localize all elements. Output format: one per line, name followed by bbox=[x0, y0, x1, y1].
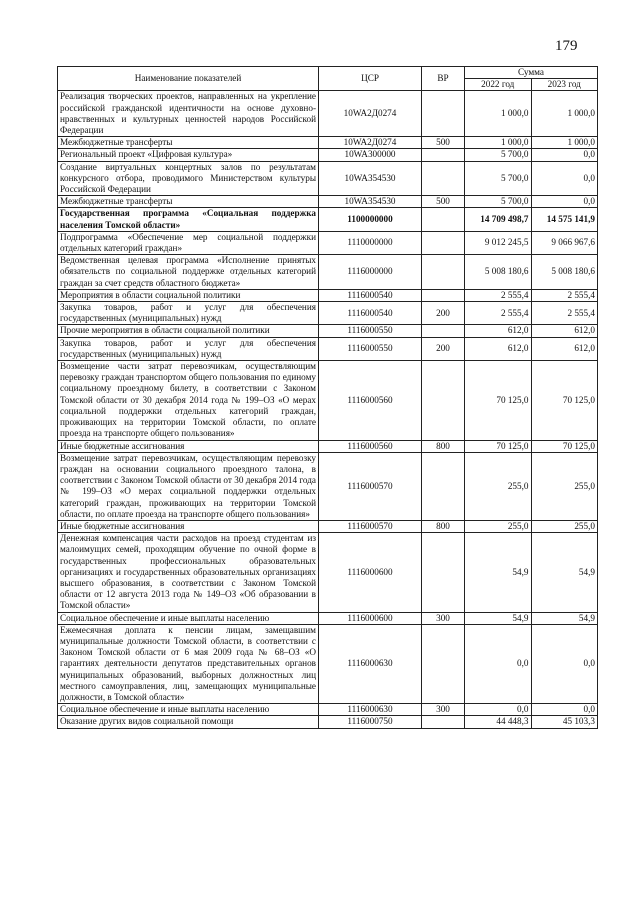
cell-2023: 1 000,0 bbox=[531, 91, 598, 137]
table-row bbox=[58, 716, 598, 728]
table-row bbox=[58, 91, 598, 137]
cell-2023: 255,0 bbox=[531, 520, 598, 532]
cell-2022: 70 125,0 bbox=[465, 440, 532, 452]
cell-2022: 612,0 bbox=[465, 325, 532, 337]
cell-vr bbox=[422, 91, 465, 137]
cell-csr: 1116000750 bbox=[319, 716, 422, 728]
cell-2022: 5 700,0 bbox=[465, 196, 532, 208]
cell-2022: 612,0 bbox=[465, 337, 532, 360]
budget-table bbox=[57, 66, 598, 729]
cell-2023: 255,0 bbox=[531, 452, 598, 520]
cell-2022: 5 700,0 bbox=[465, 161, 532, 196]
cell-vr bbox=[422, 208, 465, 231]
cell-vr bbox=[422, 149, 465, 161]
table-row bbox=[58, 302, 598, 325]
cell-name: Иные бюджетные ассигнования bbox=[58, 520, 319, 532]
cell-name: Региональный проект «Цифровая культура» bbox=[58, 149, 319, 161]
cell-csr: 1116000600 bbox=[319, 612, 422, 624]
cell-name: Прочие мероприятия в области социальной политики bbox=[58, 325, 319, 337]
cell-csr: 1116000600 bbox=[319, 533, 422, 612]
cell-2023: 45 103,3 bbox=[531, 716, 598, 728]
cell-vr bbox=[422, 289, 465, 301]
cell-csr: 10WA2Д0274 bbox=[319, 137, 422, 149]
cell-name: Возмещение части затрат перевозчикам, осуществляющим перевозку граждан транспортом общего пользования по единому социальному проездному билету, в соответствии с Законом Томской области от 30 декабря 2014 года № 199–ОЗ «О мерах социальной поддержки отдельных категорий граждан, проживающих на территории Томской области, по оплате проезда на транспорте общего пользования» bbox=[58, 361, 319, 440]
cell-vr bbox=[422, 716, 465, 728]
cell-2022: 5 008 180,6 bbox=[465, 255, 532, 290]
cell-2022: 1 000,0 bbox=[465, 137, 532, 149]
table-row bbox=[58, 520, 598, 532]
cell-csr: 10WA354530 bbox=[319, 161, 422, 196]
cell-name: Ежемесячная доплата к пенсии лицам, замещавшим муниципальные должности Томской области, в соответствии с Законом Томской области от 6 мая 2009 года № 68–ОЗ «О гарантиях деятельности депутатов представительных органов муниципальных образований, выборных должностных лиц местного самоуправления, лиц, замещающих муниципальные должности, в Томской области» bbox=[58, 624, 319, 703]
cell-csr: 1100000000 bbox=[319, 208, 422, 231]
cell-csr: 1116000560 bbox=[319, 361, 422, 440]
cell-name: Закупка товаров, работ и услуг для обеспечения государственных (муниципальных) нужд bbox=[58, 302, 319, 325]
cell-2023: 2 555,4 bbox=[531, 289, 598, 301]
table-row bbox=[58, 624, 598, 703]
table-header-row bbox=[58, 67, 598, 79]
page-number: 179 bbox=[555, 38, 578, 54]
cell-vr: 300 bbox=[422, 612, 465, 624]
cell-name: Реализация творческих проектов, направленных на укрепление российской гражданской идентичности на основе духовно-нравственных и культурных ценностей народов Российской Федерации bbox=[58, 91, 319, 137]
cell-2022: 2 555,4 bbox=[465, 289, 532, 301]
table-row bbox=[58, 361, 598, 440]
cell-vr: 500 bbox=[422, 137, 465, 149]
cell-2022: 44 448,3 bbox=[465, 716, 532, 728]
cell-csr: 1110000000 bbox=[319, 231, 422, 254]
cell-2022: 70 125,0 bbox=[465, 361, 532, 440]
cell-2023: 0,0 bbox=[531, 704, 598, 716]
cell-csr: 1116000540 bbox=[319, 302, 422, 325]
cell-2022: 255,0 bbox=[465, 520, 532, 532]
cell-vr: 500 bbox=[422, 196, 465, 208]
cell-2023: 612,0 bbox=[531, 337, 598, 360]
cell-vr: 800 bbox=[422, 440, 465, 452]
cell-csr: 1116000550 bbox=[319, 337, 422, 360]
cell-2023: 70 125,0 bbox=[531, 440, 598, 452]
cell-2022: 54,9 bbox=[465, 612, 532, 624]
cell-vr: 800 bbox=[422, 520, 465, 532]
cell-2022: 255,0 bbox=[465, 452, 532, 520]
table-row bbox=[58, 325, 598, 337]
cell-vr bbox=[422, 255, 465, 290]
table-row bbox=[58, 533, 598, 612]
cell-2023: 0,0 bbox=[531, 196, 598, 208]
cell-2023: 9 066 967,6 bbox=[531, 231, 598, 254]
cell-2022: 5 700,0 bbox=[465, 149, 532, 161]
cell-vr bbox=[422, 452, 465, 520]
table-row bbox=[58, 704, 598, 716]
cell-2022: 54,9 bbox=[465, 533, 532, 612]
table-row bbox=[58, 161, 598, 196]
cell-2023: 5 008 180,6 bbox=[531, 255, 598, 290]
cell-2023: 0,0 bbox=[531, 161, 598, 196]
cell-vr bbox=[422, 361, 465, 440]
cell-2023: 2 555,4 bbox=[531, 302, 598, 325]
cell-2022: 9 012 245,5 bbox=[465, 231, 532, 254]
table-row bbox=[58, 137, 598, 149]
cell-2023: 54,9 bbox=[531, 533, 598, 612]
cell-vr: 200 bbox=[422, 337, 465, 360]
cell-name: Создание виртуальных концертных залов по результатам конкурсного отбора, проводимого Министерством культуры Российской Федерации bbox=[58, 161, 319, 196]
cell-2023: 0,0 bbox=[531, 624, 598, 703]
table-row bbox=[58, 149, 598, 161]
cell-csr: 1116000570 bbox=[319, 520, 422, 532]
header-2022: 2022 год bbox=[465, 79, 532, 91]
header-sum: Сумма bbox=[465, 67, 598, 79]
cell-name: Государственная программа «Социальная поддержка населения Томской области» bbox=[58, 208, 319, 231]
cell-csr: 1116000560 bbox=[319, 440, 422, 452]
cell-csr: 1116000570 bbox=[319, 452, 422, 520]
header-csr: ЦСР bbox=[319, 67, 422, 91]
header-2023: 2023 год bbox=[531, 79, 598, 91]
cell-2022: 14 709 498,7 bbox=[465, 208, 532, 231]
table-row bbox=[58, 440, 598, 452]
cell-vr: 200 bbox=[422, 302, 465, 325]
cell-vr bbox=[422, 231, 465, 254]
cell-csr: 1116000540 bbox=[319, 289, 422, 301]
cell-csr: 10WA300000 bbox=[319, 149, 422, 161]
cell-name: Социальное обеспечение и иные выплаты населению bbox=[58, 704, 319, 716]
header-vr: ВР bbox=[422, 67, 465, 91]
cell-vr bbox=[422, 533, 465, 612]
cell-2022: 0,0 bbox=[465, 624, 532, 703]
cell-2023: 54,9 bbox=[531, 612, 598, 624]
cell-csr: 10WA2Д0274 bbox=[319, 91, 422, 137]
cell-name: Ведомственная целевая программа «Исполнение принятых обязательств по социальной поддержке отдельных категорий граждан за счет средств областного бюджета» bbox=[58, 255, 319, 290]
cell-name: Мероприятия в области социальной политики bbox=[58, 289, 319, 301]
cell-2023: 0,0 bbox=[531, 149, 598, 161]
cell-name: Межбюджетные трансферты bbox=[58, 137, 319, 149]
table-row bbox=[58, 208, 598, 231]
cell-2022: 2 555,4 bbox=[465, 302, 532, 325]
cell-name: Закупка товаров, работ и услуг для обеспечения государственных (муниципальных) нужд bbox=[58, 337, 319, 360]
table-row bbox=[58, 289, 598, 301]
cell-vr: 300 bbox=[422, 704, 465, 716]
header-name: Наименование показателей bbox=[58, 67, 319, 91]
cell-csr: 10WA354530 bbox=[319, 196, 422, 208]
cell-name: Подпрограмма «Обеспечение мер социальной поддержки отдельных категорий граждан» bbox=[58, 231, 319, 254]
cell-2022: 1 000,0 bbox=[465, 91, 532, 137]
table-row bbox=[58, 255, 598, 290]
cell-name: Межбюджетные трансферты bbox=[58, 196, 319, 208]
table-row bbox=[58, 337, 598, 360]
cell-vr bbox=[422, 624, 465, 703]
cell-csr: 1116000550 bbox=[319, 325, 422, 337]
cell-name: Возмещение затрат перевозчикам, осуществляющим перевозку граждан на основании социального проездного талона, в соответствии с Законом Томской области от 30 декабря 2014 года № 199–ОЗ «О мерах социальной поддержки отдельных категорий граждан, проживающих на территории Томской области, по оплате проезда на транспорте общего пользования» bbox=[58, 452, 319, 520]
cell-name: Денежная компенсация части расходов на проезд студентам из малоимущих семей, проходящим обучение по очной форме в государственных профессиональных образовательных организациях и государственных образовательных организациях высшего образования, в соответствии с Законом Томской области от 12 августа 2013 года № 149–ОЗ «Об образовании в Томской области» bbox=[58, 533, 319, 612]
cell-csr: 1116000000 bbox=[319, 255, 422, 290]
table-row bbox=[58, 231, 598, 254]
cell-name: Социальное обеспечение и иные выплаты населению bbox=[58, 612, 319, 624]
cell-2023: 70 125,0 bbox=[531, 361, 598, 440]
cell-2023: 14 575 141,9 bbox=[531, 208, 598, 231]
table-row bbox=[58, 612, 598, 624]
cell-2023: 612,0 bbox=[531, 325, 598, 337]
table-row bbox=[58, 452, 598, 520]
cell-vr bbox=[422, 325, 465, 337]
table-body bbox=[58, 91, 598, 728]
cell-csr: 1116000630 bbox=[319, 624, 422, 703]
cell-2023: 1 000,0 bbox=[531, 137, 598, 149]
cell-name: Оказание других видов социальной помощи bbox=[58, 716, 319, 728]
table-row bbox=[58, 196, 598, 208]
cell-vr bbox=[422, 161, 465, 196]
cell-csr: 1116000630 bbox=[319, 704, 422, 716]
cell-name: Иные бюджетные ассигнования bbox=[58, 440, 319, 452]
cell-2022: 0,0 bbox=[465, 704, 532, 716]
